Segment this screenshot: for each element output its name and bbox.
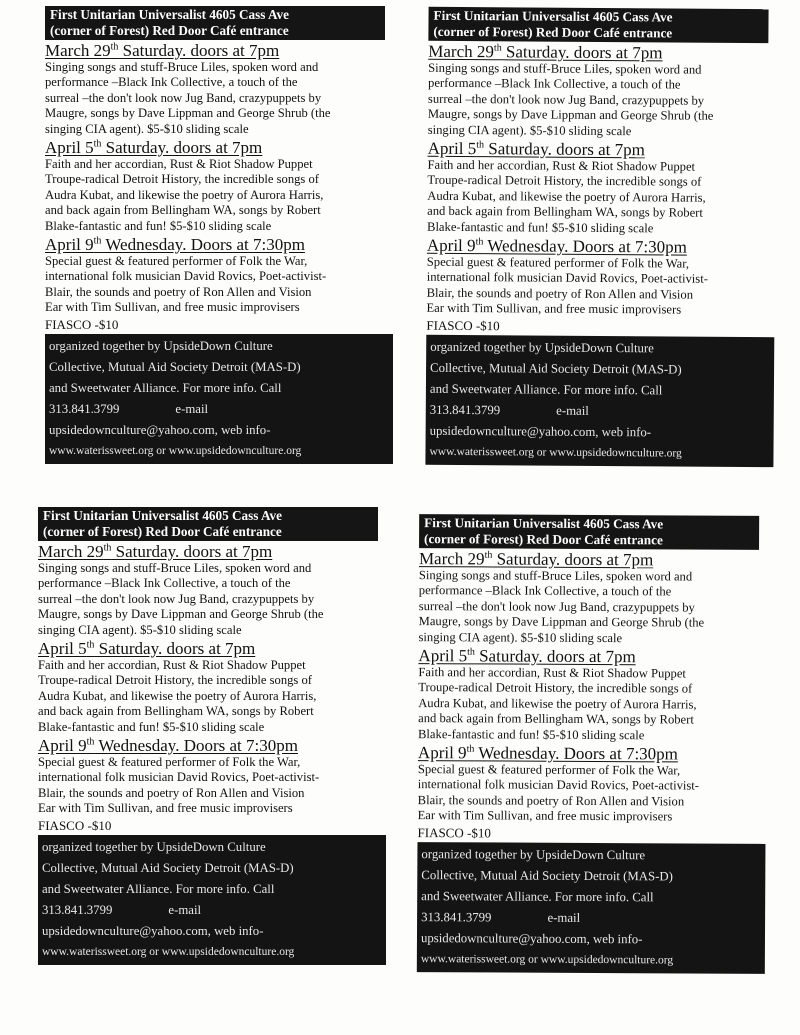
organizer-info	[425, 334, 774, 466]
description-line: Singing songs and stuff-Bruce Liles, spoken word and	[418, 568, 693, 584]
organizer-line-2: Collective, Mutual Aid Society Detroit (MAS-D)	[49, 359, 301, 374]
event-date-title	[428, 42, 783, 63]
email-address: upsidedownculture@yahoo.com, web info-	[42, 923, 264, 938]
organizer-info	[417, 842, 766, 974]
description-line: Audra Kubat, and likewise the poetry of Aurora Harris,	[38, 688, 317, 703]
event	[419, 549, 774, 647]
phone-number: 313.841.3799	[42, 902, 113, 917]
event	[45, 235, 400, 316]
venue-header	[419, 514, 759, 550]
description-line: performance –Black Ink Collective, a touch of the	[45, 75, 298, 90]
description-line: Blake-fantastic and fun! $5-$10 sliding scale	[427, 219, 654, 235]
event	[428, 42, 784, 141]
web-links: www.waterissweet.org or www.upsidedownculture.org	[420, 952, 674, 967]
event-doors: Saturday. doors at 7pm	[492, 549, 654, 570]
date-ordinal: th	[86, 736, 95, 748]
event-date: March 29	[418, 549, 485, 569]
event-description	[38, 755, 383, 817]
date-ordinal: th	[110, 41, 119, 53]
event-doors: Saturday. doors at 7pm	[94, 639, 256, 659]
organizer-line-3: and Sweetwater Alliance. For more info. Call	[42, 881, 275, 896]
description-line: Maugre, songs by Dave Lippman and George Shrub (the	[427, 106, 714, 123]
description-line: Singing songs and stuff-Bruce Liles, spoken word and	[428, 60, 702, 77]
event-date: April 9	[426, 235, 476, 256]
description-line: international folk musician David Rovics, Poet-activist-	[417, 777, 700, 794]
description-line: Ear with Tim Sullivan, and free music improvisers	[426, 301, 682, 317]
description-line: surreal –the don't look now Jug Band, crazypuppets by	[418, 598, 695, 615]
description-line: Troupe-radical Detroit History, the incredible songs of	[427, 173, 702, 190]
description-line: Special guest & featured performer of Folk the War,	[417, 762, 681, 778]
organizer-line-3: and Sweetwater Alliance. For more info. Call	[429, 381, 663, 398]
description-line: Ear with Tim Sullivan, and free music improvisers	[45, 300, 300, 315]
organizer-info	[45, 334, 393, 464]
date-ordinal: th	[93, 138, 102, 150]
venue-line-1: First Unitarian Universalist 4605 Cass Ave	[43, 508, 282, 523]
event-list	[38, 542, 393, 817]
description-line: and back again from Bellingham WA, songs by Robert	[45, 203, 321, 218]
organizer-line-2: Collective, Mutual Aid Society Detroit (MAS-D)	[421, 867, 673, 884]
description-line: Faith and her accordian, Rust & Riot Shadow Puppet	[427, 157, 696, 174]
event-doors: Saturday. doors at 7pm	[483, 139, 645, 160]
date-ordinal: th	[476, 139, 485, 151]
event	[38, 736, 393, 817]
email-label: e-mail	[168, 902, 202, 917]
price-line: FIASCO -$10	[417, 824, 491, 841]
event	[38, 542, 393, 638]
event-list	[418, 549, 774, 826]
date-ordinal: th	[466, 743, 475, 755]
event-date-title	[45, 138, 400, 157]
description-line: Faith and her accordian, Rust & Riot Shadow Puppet	[418, 665, 686, 681]
email-label: e-mail	[547, 910, 581, 925]
event-date: April 9	[45, 235, 94, 255]
email-address: upsidedownculture@yahoo.com, web info-	[429, 423, 652, 440]
event	[45, 41, 400, 137]
description-line: Special guest & featured performer of Folk the War,	[426, 254, 690, 271]
date-ordinal: th	[93, 235, 102, 247]
description-line: Maugre, songs by Dave Lippman and George Shrub (the	[418, 614, 705, 630]
email-address: upsidedownculture@yahoo.com, web info-	[49, 422, 271, 437]
organizer-line-2: Collective, Mutual Aid Society Detroit (MAS-D)	[42, 860, 294, 875]
event-description	[419, 568, 764, 647]
date-ordinal: th	[475, 236, 484, 248]
event	[38, 639, 393, 735]
description-line: Special guest & featured performer of Folk the War,	[45, 254, 308, 269]
contact-row	[430, 399, 770, 422]
organizer-line-3: and Sweetwater Alliance. For more info. Call	[421, 888, 654, 904]
description-line: Ear with Tim Sullivan, and free music improvisers	[417, 808, 673, 824]
event-description	[428, 61, 774, 140]
event-date: March 29	[428, 41, 494, 62]
event-date: April 5	[418, 646, 468, 666]
date-ordinal: th	[86, 639, 95, 651]
event-date-title	[428, 139, 783, 160]
organizer-info	[38, 835, 386, 965]
event-description	[45, 254, 390, 316]
venue-line-2: (corner of Forest) Red Door Café entrance	[43, 523, 282, 539]
event-date-title	[427, 236, 782, 257]
event-date-title	[418, 646, 773, 667]
event-doors: Saturday. doors at 7pm	[111, 542, 273, 561]
description-line: surreal –the don't look now Jug Band, crazypuppets by	[427, 91, 705, 108]
description-line: surreal –the don't look now Jug Band, crazypuppets by	[45, 90, 322, 105]
event-description	[38, 658, 383, 735]
event-description	[418, 665, 763, 744]
organizer-line-1: organized together by UpsideDown Culture	[42, 839, 266, 854]
description-line: Blake-fantastic and fun! $5-$10 sliding scale	[418, 726, 645, 742]
description-line: Faith and her accordian, Rust & Riot Shadow Puppet	[45, 157, 313, 172]
price-line: FIASCO -$10	[45, 316, 119, 332]
venue-line-1: First Unitarian Universalist 4605 Cass Ave	[50, 7, 289, 22]
description-line: and back again from Bellingham WA, songs by Robert	[418, 711, 694, 727]
event-date: April 5	[427, 138, 477, 159]
event-date-title	[45, 235, 400, 254]
event-list	[426, 42, 783, 319]
venue-header	[45, 6, 385, 40]
description-line: Singing songs and stuff-Bruce Liles, spoken word and	[38, 561, 312, 575]
description-line: Ear with Tim Sullivan, and free music improvisers	[38, 801, 293, 816]
flyer-top-left	[45, 6, 400, 464]
organizer-line-1: organized together by UpsideDown Culture	[49, 338, 273, 353]
description-line: Audra Kubat, and likewise the poetry of Aurora Harris,	[427, 188, 706, 205]
venue-line-2: (corner of Forest) Red Door Café entrance	[50, 22, 289, 38]
event-description	[426, 255, 771, 319]
event-doors: Saturday. doors at 7pm	[501, 42, 663, 63]
description-line: Audra Kubat, and likewise the poetry of Aurora Harris,	[45, 187, 324, 202]
contact-row	[421, 907, 761, 930]
description-line: performance –Black Ink Collective, a touch of the	[428, 76, 681, 92]
event-date: April 5	[38, 639, 87, 659]
description-line: Blair, the sounds and poetry of Ron Allen and Vision	[45, 284, 312, 299]
web-links: www.waterissweet.org or www.upsidedownculture.org	[42, 945, 295, 958]
date-ordinal: th	[467, 646, 475, 658]
description-line: performance –Black Ink Collective, a touch of the	[418, 583, 672, 599]
description-line: Faith and her accordian, Rust & Riot Shadow Puppet	[38, 658, 306, 673]
description-line: Blake-fantastic and fun! $5-$10 sliding scale	[45, 218, 272, 233]
organizer-line-3: and Sweetwater Alliance. For more info. Call	[49, 380, 282, 395]
event-date-title	[38, 542, 393, 561]
description-line: international folk musician David Rovics, Poet-activist-	[45, 269, 327, 284]
description-line: Troupe-radical Detroit History, the incredible songs of	[45, 172, 319, 187]
date-ordinal: th	[484, 549, 493, 561]
phone-number: 313.841.3799	[421, 909, 492, 925]
price-line: FIASCO -$10	[426, 317, 500, 333]
description-line: Maugre, songs by Dave Lippman and George Shrub (the	[45, 106, 331, 121]
organizer-line-2: Collective, Mutual Aid Society Detroit (MAS-D)	[430, 360, 682, 377]
description-line: Troupe-radical Detroit History, the incredible songs of	[418, 680, 693, 696]
flyer-bottom-right	[417, 514, 774, 974]
description-line: singing CIA agent). $5-$10 sliding scale	[45, 121, 249, 136]
event	[426, 236, 782, 319]
phone-number: 313.841.3799	[429, 402, 501, 417]
description-line: Blair, the sounds and poetry of Ron Allen and Vision	[417, 792, 685, 809]
event-date: April 9	[38, 736, 87, 756]
event-doors: Saturday. doors at 7pm	[101, 138, 263, 158]
web-links: www.waterissweet.org or www.upsidedownculture.org	[49, 444, 302, 457]
email-label: e-mail	[556, 403, 589, 418]
event-date: March 29	[45, 41, 111, 60]
description-line: singing CIA agent). $5-$10 sliding scale	[427, 122, 632, 138]
date-ordinal: th	[493, 42, 502, 54]
event-description	[45, 60, 390, 137]
description-line: and back again from Bellingham WA, songs by Robert	[427, 204, 703, 220]
event-doors: Wednesday. Doors at 7:30pm	[101, 235, 305, 255]
description-line: Special guest & featured performer of Folk the War,	[38, 755, 301, 770]
flyer-bottom-left	[38, 507, 393, 965]
email-address: upsidedownculture@yahoo.com, web info-	[420, 930, 643, 946]
flyer-top-right	[425, 7, 783, 467]
event	[418, 646, 773, 744]
venue-line-1: First Unitarian Universalist 4605 Cass Ave	[433, 7, 673, 25]
description-line: Troupe-radical Detroit History, the incredible songs of	[38, 673, 312, 688]
description-line: surreal –the don't look now Jug Band, crazypuppets by	[38, 591, 315, 606]
description-line: Blair, the sounds and poetry of Ron Allen and Vision	[38, 785, 305, 800]
event-date: April 9	[417, 743, 467, 763]
event-date: April 5	[45, 138, 94, 158]
event-description	[427, 158, 773, 237]
event-date-title	[38, 639, 393, 658]
phone-number: 313.841.3799	[49, 401, 120, 416]
event-list	[45, 41, 400, 316]
event	[45, 138, 400, 234]
description-line: international folk musician David Rovics, Poet-activist-	[38, 770, 320, 785]
description-line: international folk musician David Rovics, Poet-activist-	[426, 270, 708, 287]
description-line: singing CIA agent). $5-$10 sliding scale	[38, 622, 242, 637]
web-links: www.waterissweet.org or www.upsidedownculture.org	[429, 445, 682, 460]
event	[427, 139, 783, 238]
description-line: performance –Black Ink Collective, a touch of the	[38, 576, 291, 591]
event-doors: Wednesday. Doors at 7:30pm	[474, 743, 678, 764]
description-line: Singing songs and stuff-Bruce Liles, spoken word and	[45, 60, 319, 74]
event-date-title	[418, 743, 773, 764]
description-line: Blair, the sounds and poetry of Ron Allen and Vision	[426, 285, 694, 302]
event-description	[418, 762, 763, 825]
venue-header	[428, 7, 768, 43]
description-line: and back again from Bellingham WA, songs by Robert	[38, 704, 314, 719]
venue-header	[38, 507, 378, 541]
description-line: Maugre, songs by Dave Lippman and George Shrub (the	[38, 607, 324, 622]
organizer-line-1: organized together by UpsideDown Culture	[421, 846, 646, 862]
description-line: Audra Kubat, and likewise the poetry of Aurora Harris,	[418, 695, 697, 712]
event-doors: Wednesday. Doors at 7:30pm	[94, 736, 298, 756]
contact-row	[42, 900, 382, 921]
organizer-line-1: organized together by UpsideDown Culture	[430, 339, 654, 356]
price-line: FIASCO -$10	[38, 817, 112, 833]
event-date: March 29	[38, 542, 104, 561]
event-date-title	[45, 41, 400, 60]
event-doors: Saturday. doors at 7pm	[118, 41, 280, 60]
event	[418, 743, 773, 825]
event-doors: Wednesday. Doors at 7:30pm	[483, 236, 687, 257]
event-date-title	[419, 549, 774, 570]
description-line: singing CIA agent). $5-$10 sliding scale	[418, 629, 623, 645]
event-description	[45, 157, 390, 234]
venue-line-2: (corner of Forest) Red Door Café entrance	[424, 530, 663, 547]
venue-line-1: First Unitarian Universalist 4605 Cass Ave	[424, 515, 664, 532]
venue-line-2: (corner of Forest) Red Door Café entrance	[433, 23, 673, 40]
event-date-title	[38, 736, 393, 755]
contact-row	[49, 399, 389, 420]
event-doors: Saturday. doors at 7pm	[474, 646, 636, 667]
event-description	[38, 561, 383, 638]
email-label: e-mail	[175, 401, 209, 416]
description-line: Blake-fantastic and fun! $5-$10 sliding scale	[38, 719, 265, 734]
date-ordinal: th	[103, 542, 112, 554]
